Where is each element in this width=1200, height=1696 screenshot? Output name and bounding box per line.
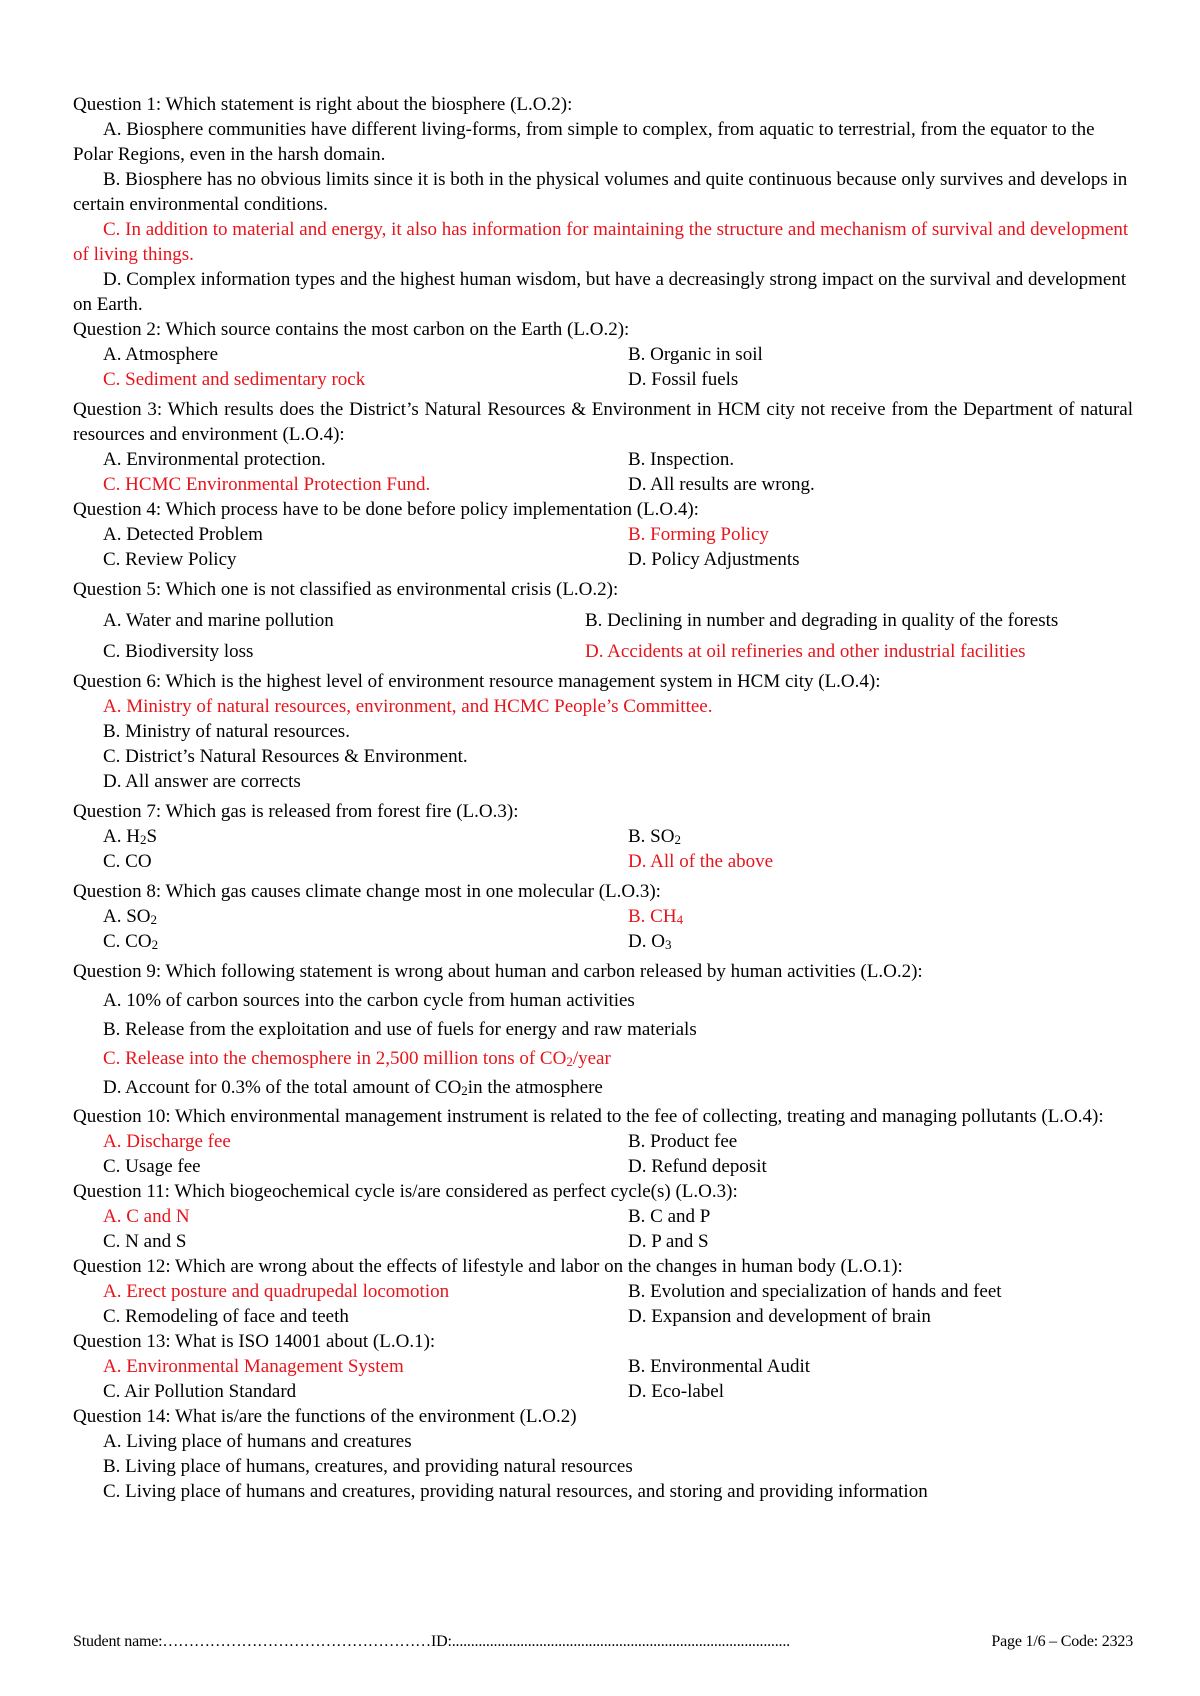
question-3-stem: Question 3: Which results does the District’s Natural Resources & Environment in HCM city not receive from the Department of natural resources and environment (L.O.4): (73, 399, 1133, 445)
question-11-stem: Question 11: Which biogeochemical cycle is/are considered as perfect cycle(s) (L.O.3): (73, 1181, 738, 1202)
q2-option-c-correct: C. Sediment and sedimentary rock (103, 369, 366, 390)
q10-option-a-correct: A. Discharge fee (103, 1131, 231, 1152)
q9-option-b: B. Release from the exploitation and use of fuels for energy and raw materials (103, 1019, 697, 1040)
q12-option-b: B. Evolution and specialization of hands and feet (628, 1281, 1002, 1302)
q13-option-a-correct: A. Environmental Management System (103, 1356, 404, 1377)
exam-page (73, 92, 1133, 1504)
q11-option-c: C. N and S (103, 1231, 187, 1252)
question-14-stem: Question 14: What is/are the functions of the environment (L.O.2) (73, 1406, 577, 1427)
question-12-stem: Question 12: Which are wrong about the effects of lifestyle and labor on the changes in human body (L.O.1): (73, 1256, 903, 1277)
q11-option-b: B. C and P (628, 1206, 711, 1227)
question-5-stem: Question 5: Which one is not classified as environmental crisis (L.O.2): (73, 579, 619, 600)
question-4-stem: Question 4: Which process have to be done before policy implementation (L.O.4): (73, 499, 699, 520)
q5-option-d-correct: D. Accidents at oil refineries and other industrial facilities (585, 641, 1026, 662)
q9-option-a: A. 10% of carbon sources into the carbon cycle from human activities (103, 990, 635, 1011)
question-13-stem: Question 13: What is ISO 14001 about (L.O.1): (73, 1331, 436, 1352)
q14-option-c: C. Living place of humans and creatures, providing natural resources, and storing and providing information (103, 1481, 928, 1502)
q12-option-a-correct: A. Erect posture and quadrupedal locomotion (103, 1281, 450, 1302)
student-name-id-field: Student name:……………………………………………ID:......................................................................................... (73, 1633, 790, 1650)
page-footer (73, 1629, 1133, 1654)
q3-option-d: D. All results are wrong. (628, 474, 815, 495)
q8-option-b-correct: B. $CH_4$ (628, 906, 684, 927)
q13-option-d: D. Eco-label (628, 1381, 725, 1402)
q6-option-b: B. Ministry of natural resources. (103, 721, 350, 742)
page-number-code: Page 1/6 – Code: 2323 (991, 1633, 1133, 1650)
q7-option-c: C. CO (103, 851, 152, 872)
question-1-stem: Question 1: Which statement is right about the biosphere (L.O.2): (73, 94, 573, 115)
q1-option-d: D. Complex information types and the highest human wisdom, but have a decreasingly strong impact on the survival and development on Earth. (73, 269, 1127, 315)
q2-option-b: B. Organic in soil (628, 344, 763, 365)
q12-option-c: C. Remodeling of face and teeth (103, 1306, 349, 1327)
q14-option-b: B. Living place of humans, creatures, and providing natural resources (103, 1456, 633, 1477)
q4-option-b-correct: B. Forming Policy (628, 524, 769, 545)
q9-option-c-correct: C. Release into the chemosphere in 2,500 million tons of $CO_2$/year (103, 1048, 611, 1069)
q2-option-d: D. Fossil fuels (628, 369, 739, 390)
q13-option-c: C. Air Pollution Standard (103, 1381, 297, 1402)
q10-option-d: D. Refund deposit (628, 1156, 767, 1177)
question-9-stem: Question 9: Which following statement is wrong about human and carbon released by human activities (L.O.2): (73, 961, 923, 982)
q4-option-a: A. Detected Problem (103, 524, 263, 545)
q5-option-b: B. Declining in number and degrading in quality of the forests (585, 610, 1059, 631)
q3-option-c-correct: C. HCMC Environmental Protection Fund. (103, 474, 431, 495)
q3-option-b: B. Inspection. (628, 449, 735, 470)
question-8-stem: Question 8: Which gas causes climate change most in one molecular (L.O.3): (73, 881, 661, 902)
question-7-stem: Question 7: Which gas is released from forest fire (L.O.3): (73, 801, 519, 822)
q2-option-a: A. Atmosphere (103, 344, 219, 365)
q1-option-b: B. Biosphere has no obvious limits since it is both in the physical volumes and quite continuous because only survives and develops in certain environmental conditions. (73, 169, 1128, 215)
q5-option-a: A. Water and marine pollution (103, 610, 334, 631)
q7-option-b: B. $SO_2$ (628, 826, 681, 847)
q11-option-a-correct: A. C and N (103, 1206, 190, 1227)
q1-option-c-correct: C. In addition to material and energy, it also has information for maintaining the structure and mechanism of survival and development of living things. (73, 219, 1129, 265)
q4-option-c: C. Review Policy (103, 549, 237, 570)
q1-option-a: A. Biosphere communities have different living-forms, from simple to complex, from aquatic to terrestrial, from the equator to the Polar Regions, even in the harsh domain. (73, 119, 1095, 165)
q8-option-a: A. $SO_2$ (103, 906, 158, 927)
q11-option-d: D. P and S (628, 1231, 709, 1252)
q4-option-d: D. Policy Adjustments (628, 549, 800, 570)
q7-option-d-correct: D. All of the above (628, 851, 774, 872)
q13-option-b: B. Environmental Audit (628, 1356, 811, 1377)
q5-option-c: C. Biodiversity loss (103, 641, 254, 662)
q9-option-d: D. Account for 0.3% of the total amount of $CO_2in$ the atmosphere (103, 1077, 603, 1098)
q10-option-c: C. Usage fee (103, 1156, 201, 1177)
q12-option-d: D. Expansion and development of brain (628, 1306, 931, 1327)
q6-option-c: C. District’s Natural Resources & Environment. (103, 746, 468, 767)
question-10-stem: Question 10: Which environmental management instrument is related to the fee of collecting, treating and managing pollutants (L.O.4): (73, 1106, 1104, 1127)
q6-option-a-correct: A. Ministry of natural resources, environment, and HCMC People’s Committee. (103, 696, 713, 717)
q8-option-c: C. $CO_2$ (103, 931, 159, 952)
q14-option-a: A. Living place of humans and creatures (103, 1431, 412, 1452)
question-6-stem: Question 6: Which is the highest level of environment resource management system in HCM city (L.O.4): (73, 671, 881, 692)
q3-option-a: A. Environmental protection. (103, 449, 326, 470)
q6-option-d: D. All answer are corrects (103, 771, 301, 792)
q10-option-b: B. Product fee (628, 1131, 738, 1152)
question-2-stem: Question 2: Which source contains the most carbon on the Earth (L.O.2): (73, 319, 630, 340)
q7-option-a: A. $H_2S$ (103, 826, 158, 847)
q8-option-d: D. $O_3$ (628, 931, 672, 952)
